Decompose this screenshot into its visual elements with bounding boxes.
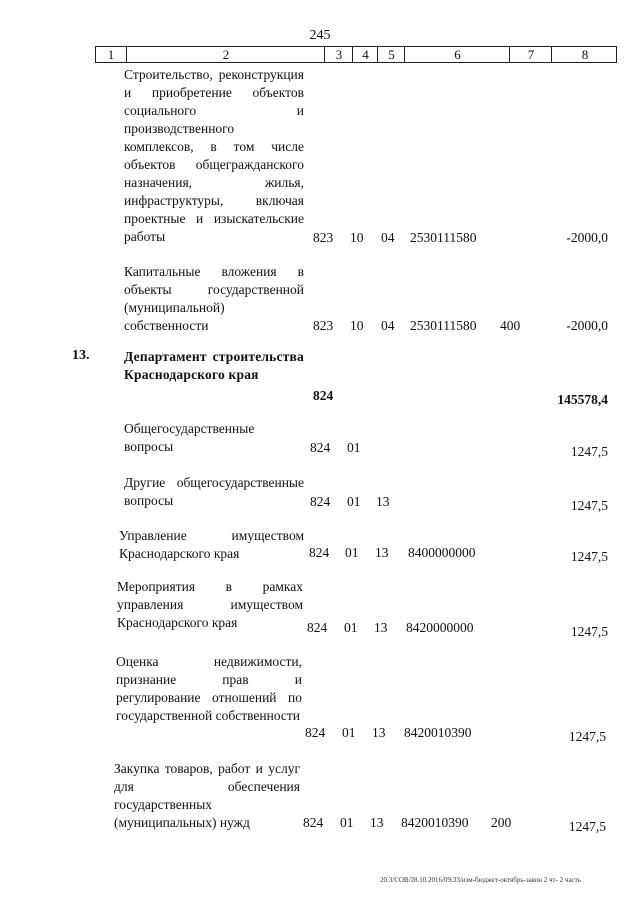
row-ministry-code: 823 [313,318,334,333]
row-ministry-code: 824 [307,620,328,635]
row-expense-type: 400 [500,318,521,333]
row-description: Строительство, реконструкция и приобретение объектов социального и производственного комплексов, в том числе объектов общегражданского назначения, жилья, инфраструктуры, включая проектные и изыскательские работы [124,67,304,244]
row-description: Другие общегосударственные вопросы [124,475,304,508]
header-col-7: 7 [509,47,552,62]
row-section: 01 [344,620,358,635]
row-ministry-code: 824 [313,388,334,403]
row-ministry-code: 824 [305,725,326,740]
row-subsection: 13 [376,494,390,509]
row-amount: -2000,0 [566,230,608,245]
row-ministry-code: 824 [303,815,324,830]
row-description: Мероприятия в рамках управления имуществом Краснодарского края [117,579,303,630]
row-description: Капитальные вложения в объекты государственной (муниципальной) собственности [124,264,304,333]
row-amount: 1247,5 [568,819,606,834]
row-description: Департамент строительства Краснодарского края [124,349,304,382]
row-section: 10 [350,318,364,333]
row-ministry-code: 824 [310,494,331,509]
row-subsection: 04 [381,318,395,333]
row-target-code: 8420010390 [401,815,469,830]
row-description: Общегосударственные вопросы [124,421,255,454]
row-amount: 1247,5 [570,444,608,459]
row-section: 01 [347,494,361,509]
header-col-8: 8 [551,47,618,62]
row-subsection: 13 [374,620,388,635]
row-target-code: 2530111580 [410,230,477,245]
row-description: Закупка товаров, работ и услуг для обеспечения государственных (муниципальных) нужд [114,761,300,830]
header-col-6: 6 [404,47,510,62]
row-amount: 1247,5 [568,729,606,744]
row-subsection: 13 [375,545,389,560]
row-amount: 1247,5 [570,498,608,513]
row-target-code: 8400000000 [408,545,476,560]
row-section: 01 [342,725,356,740]
row-section: 01 [345,545,359,560]
row-amount: -2000,0 [566,318,608,333]
row-number: 13. [72,348,90,363]
row-subsection: 13 [372,725,386,740]
row-ministry-code: 824 [310,440,331,455]
row-ministry-code: 824 [309,545,330,560]
header-col-2: 2 [126,47,325,62]
document-footer: 20.3/СОВ/28.10.2016/09:33/изм-бюджет-октябрь-закон 2 чт- 2 часть [380,876,581,884]
row-ministry-code: 823 [313,230,334,245]
row-target-code: 8420010390 [404,725,472,740]
row-subsection: 13 [370,815,384,830]
row-expense-type: 200 [491,815,512,830]
row-section: 01 [340,815,354,830]
row-description: Управление имуществом Краснодарского края [119,528,304,561]
page-number: 245 [309,28,331,43]
row-amount: 145578,4 [557,392,608,407]
header-col-3: 3 [324,47,353,62]
header-col-4: 4 [352,47,378,62]
header-col-5: 5 [377,47,405,62]
row-amount: 1247,5 [570,624,608,639]
row-subsection: 04 [381,230,395,245]
table-header [95,46,617,63]
row-description: Оценка недвижимости, признание прав и регулирование отношений по государственной собственности [116,654,302,723]
row-amount: 1247,5 [570,549,608,564]
header-col-1: 1 [107,47,115,62]
row-target-code: 8420000000 [406,620,474,635]
row-target-code: 2530111580 [410,318,477,333]
row-section: 10 [350,230,364,245]
row-section: 01 [347,440,361,455]
